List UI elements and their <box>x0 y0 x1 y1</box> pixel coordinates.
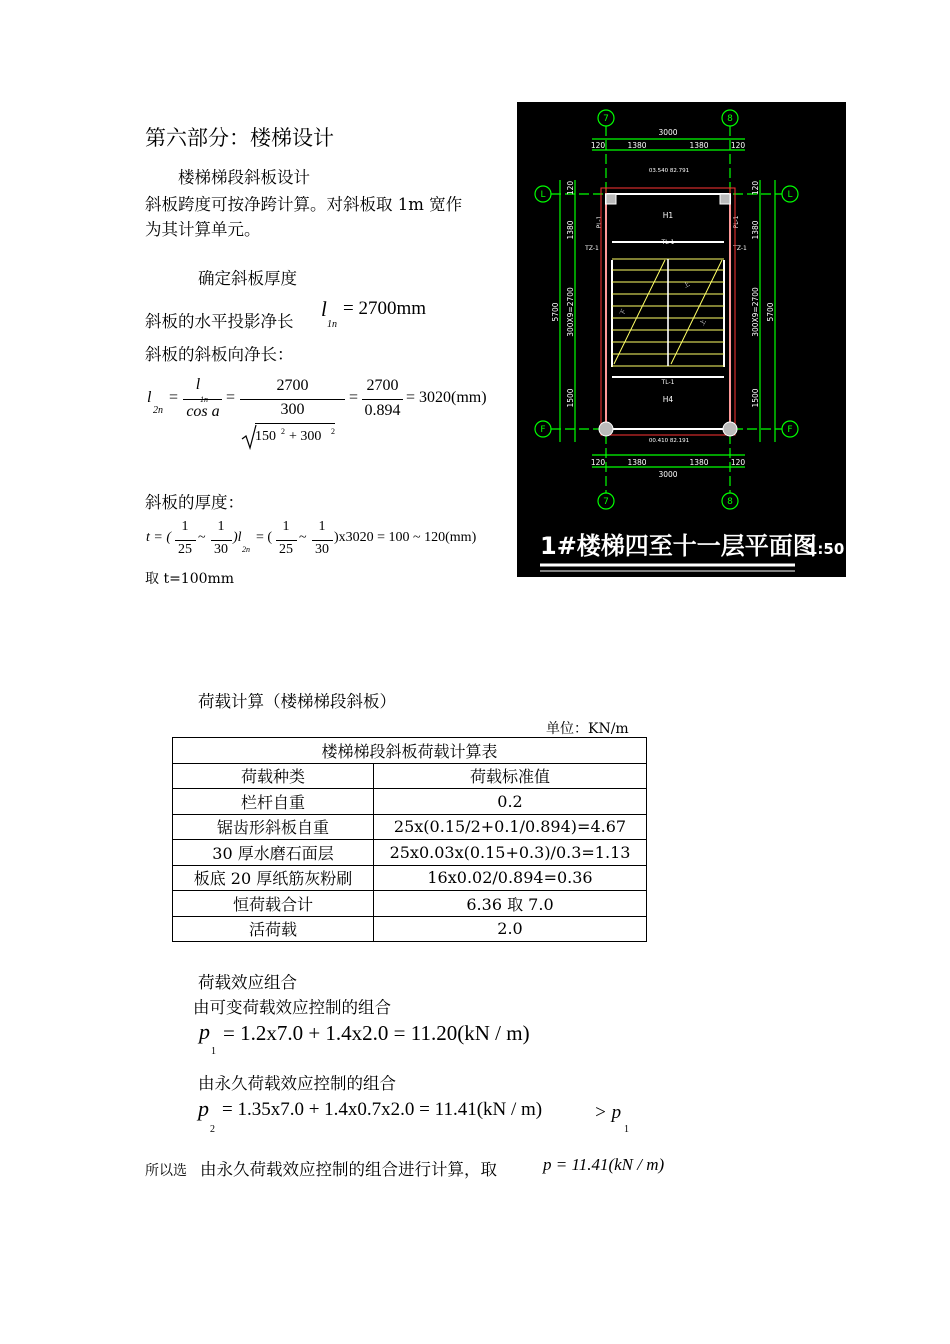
table-cell: 2.0 <box>374 916 647 942</box>
beam-label: TL-1 <box>661 239 675 246</box>
formula-lhs: t = ( <box>146 530 171 545</box>
table-cell: 锯齿形斜板自重 <box>173 814 374 840</box>
dimension-text: 120 <box>590 141 606 150</box>
formula-lhs: l <box>147 389 152 406</box>
formula-lhs: p <box>198 1096 209 1121</box>
variable-combination-label: 由可变荷载效应控制的组合 <box>193 998 391 1017</box>
dimension-text: 300X9=2700 <box>566 287 575 337</box>
dimension-text: 120 <box>566 180 575 196</box>
dimension-text: 1380 <box>627 141 647 150</box>
beam-label: PL-1 <box>596 215 603 229</box>
fraction-denominator: 300 <box>280 401 305 418</box>
axis-label: 7 <box>603 497 609 507</box>
dimension-text: 1500 <box>566 388 575 408</box>
section-title-load: 荷载计算（楼梯梯段斜板） <box>198 692 396 711</box>
fraction-denominator: 30 <box>315 542 329 557</box>
table-cell: 25x0.03x(0.15+0.3)/0.3=1.13 <box>374 840 647 866</box>
horizontal-length-label: 斜板的水平投影净长 <box>145 312 294 331</box>
dimension-text: 120 <box>751 180 760 196</box>
table-title-row <box>173 738 647 764</box>
fraction-denominator: 30 <box>214 542 228 557</box>
formula-compare: > p <box>594 1102 622 1123</box>
dimension-text: 1500 <box>751 388 760 408</box>
table-cell: 30 厚水磨石面层 <box>173 840 374 866</box>
axis-label: L <box>540 190 546 200</box>
dimension-text: 3000 <box>658 128 678 137</box>
subsection-title-thickness: 确定斜板厚度 <box>198 269 297 288</box>
svg-text:下: 下 <box>618 308 628 317</box>
elevation-label: 03.540 82.791 <box>648 168 690 174</box>
formula-symbol: l <box>321 297 327 321</box>
table-cell: 0.2 <box>374 789 647 815</box>
table-row <box>173 814 647 840</box>
page-heading: 第六部分：楼梯设计 <box>145 126 334 150</box>
thickness-label: 斜板的厚度： <box>145 493 244 512</box>
permanent-combination-label: 由永久荷载效应控制的组合 <box>198 1074 396 1093</box>
table-cell: 6.36 取 7.0 <box>374 891 647 917</box>
drawing-title: 1#楼梯四至十一层平面图 <box>540 532 817 560</box>
unit-label: 单位：KN/m <box>546 721 629 737</box>
axis-label: L <box>787 190 793 200</box>
elevation-label: 00.410 82.191 <box>648 438 690 444</box>
formula-lhs: p <box>199 1019 210 1044</box>
fraction-numerator: 1 <box>181 519 189 534</box>
table-cell: 板底 20 厚纸筋灰粉刷 <box>173 865 374 891</box>
sqrt-content: + 300 <box>289 429 322 444</box>
fraction-numerator: 2700 <box>276 377 309 394</box>
dimension-text: 1380 <box>689 458 709 467</box>
thickness-take: 取 t=100mm <box>145 571 235 587</box>
formula-eq: = <box>349 389 359 406</box>
svg-text:上: 上 <box>682 280 692 290</box>
conclusion-prefix: 所以选 <box>145 1163 187 1179</box>
formula-tail: )x3020 = 100 ~ 120(mm) <box>334 530 477 545</box>
dimension-text: 1380 <box>689 141 709 150</box>
column-header: 荷载种类 <box>173 763 374 789</box>
table-row <box>173 891 647 917</box>
fraction-denominator: 25 <box>279 542 293 557</box>
table-row <box>173 916 647 942</box>
dimension-text: 120 <box>730 458 746 467</box>
table-row <box>173 865 647 891</box>
table-row <box>173 840 647 866</box>
conclusion-formula: p = 11.41(kN / m) <box>543 1155 665 1174</box>
svg-text:上: 上 <box>698 318 708 327</box>
fraction-denominator: cos a <box>186 403 220 420</box>
sqrt-content: 150 <box>255 429 276 444</box>
fraction-numerator: l <box>195 376 201 393</box>
conclusion-text: 由永久荷载效应控制的组合进行计算，取 <box>200 1160 497 1179</box>
dimension-text: 120 <box>590 458 606 467</box>
slope-length-label: 斜板的斜板向净长： <box>145 345 294 364</box>
formula-tilde: ~ <box>198 530 206 545</box>
axis-label: 7 <box>603 114 609 124</box>
formula-result: = 3020(mm) <box>406 389 487 406</box>
beam-label: PL-1 <box>733 215 740 229</box>
table-title: 楼梯梯段斜板荷载计算表 <box>173 738 647 764</box>
formula-subscript: 2 <box>210 1124 215 1135</box>
column-label: TZ-1 <box>733 245 747 252</box>
table-row <box>173 789 647 815</box>
axis-label: F <box>540 425 546 435</box>
formula-subscript: 1n <box>327 319 337 330</box>
dimension-text: 1380 <box>566 220 575 240</box>
dimension-text: 1380 <box>627 458 647 467</box>
stair-plan-drawing <box>517 102 846 577</box>
dimension-text: 120 <box>730 141 746 150</box>
axis-label: 8 <box>727 497 733 507</box>
table-cell: 栏杆自重 <box>173 789 374 815</box>
drawing-scale: 1:50 <box>807 540 845 558</box>
dimension-text: 3000 <box>658 470 678 479</box>
formula-p1: = 1.2x7.0 + 1.4x2.0 = 11.20(kN / m) <box>223 1021 530 1045</box>
axis-label: 8 <box>727 114 733 124</box>
axis-label: F <box>787 425 793 435</box>
fraction-numerator: 1 <box>217 519 225 534</box>
section-title-slab: 楼梯梯段斜板设计 <box>178 168 310 187</box>
table-cell: 活荷载 <box>173 916 374 942</box>
formula-eq: = <box>226 389 236 406</box>
beam-label: TL-1 <box>661 379 675 386</box>
formula-mid: )l <box>233 530 242 545</box>
load-table <box>172 737 647 942</box>
dimension-text: 300X9=2700 <box>751 287 760 337</box>
paragraph-line: 为其计算单元。 <box>145 220 261 239</box>
formula-subscript: 1 <box>624 1124 629 1135</box>
dimension-text: 5700 <box>551 302 560 322</box>
formula-subscript: 2n <box>242 545 250 554</box>
fraction-numerator: 1 <box>282 519 290 534</box>
dimension-text: 1380 <box>751 220 760 240</box>
fraction-denominator: 0.894 <box>364 402 401 419</box>
formula-tilde: ~ <box>299 530 307 545</box>
formula-p2: = 1.35x7.0 + 1.4x0.7x2.0 = 11.41(kN / m) <box>222 1099 543 1120</box>
table-cell: 恒荷载合计 <box>173 891 374 917</box>
table-cell: 25x(0.15/2+0.1/0.894)=4.67 <box>374 814 647 840</box>
section-title-combination: 荷载效应组合 <box>198 973 297 992</box>
sqrt-exponent: 2 <box>331 427 335 436</box>
paragraph-line: 斜板跨度可按净跨计算。对斜板取 1m 宽作 <box>145 195 463 214</box>
fraction-numerator: 2700 <box>366 377 399 394</box>
formula-subscript: 2n <box>153 405 163 416</box>
formula-eq: = <box>169 389 179 406</box>
sqrt-exponent: 2 <box>281 427 285 436</box>
room-label: H4 <box>662 395 674 404</box>
fraction-denominator: 25 <box>178 542 192 557</box>
formula-subscript: 1 <box>211 1046 216 1057</box>
fraction-numerator: 1 <box>318 519 326 534</box>
dimension-text: 5700 <box>766 302 775 322</box>
column-label: TZ-1 <box>585 245 599 252</box>
column-header: 荷载标准值 <box>374 763 647 789</box>
formula-eq: = ( <box>256 530 273 545</box>
table-cell: 16x0.02/0.894=0.36 <box>374 865 647 891</box>
table-header-row <box>173 763 647 789</box>
room-label: H1 <box>662 211 674 220</box>
formula-value: = 2700mm <box>343 298 427 319</box>
